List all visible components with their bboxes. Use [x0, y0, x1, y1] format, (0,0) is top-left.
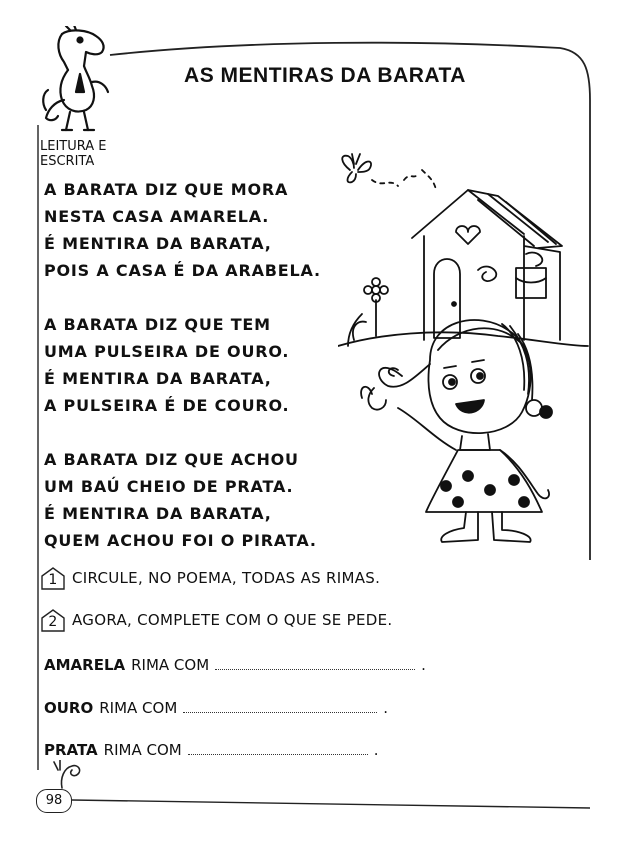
poem-line: É MENTIRA DA BARATA,: [44, 369, 272, 388]
exercise-text: AGORA, COMPLETE COM O QUE SE PEDE.: [72, 611, 393, 629]
answer-blank[interactable]: [215, 657, 415, 670]
butterfly-icon: [342, 154, 436, 190]
rhyme-word: PRATA: [44, 741, 98, 759]
answer-blank[interactable]: [183, 700, 377, 713]
poem-line: A BARATA DIZ QUE MORA: [44, 180, 289, 199]
poem-line: UM BAÚ CHEIO DE PRATA.: [44, 477, 294, 496]
poem-line: A BARATA DIZ QUE ACHOU: [44, 450, 299, 469]
poem-line: POIS A CASA É DA ARABELA.: [44, 261, 321, 280]
rhyme-prompt: RIMA COM: [99, 699, 178, 717]
section-label: [40, 139, 130, 169]
blank-end: .: [421, 656, 426, 674]
poem-line: A PULSEIRA É DE COURO.: [44, 396, 290, 415]
section-label-line-2: ESCRITA: [40, 154, 95, 169]
rhyme-prompt: RIMA COM: [131, 656, 210, 674]
fill-in-row-prata: [44, 741, 379, 759]
poem-line: QUEM ACHOU FOI O PIRATA.: [44, 531, 317, 550]
poem-line: A BARATA DIZ QUE TEM: [44, 315, 271, 334]
snail-icon: [46, 760, 86, 790]
fill-in-row-ouro: [44, 699, 388, 717]
poem-line: UMA PULSEIRA DE OURO.: [44, 342, 290, 361]
fill-in-row-amarela: [44, 656, 426, 674]
poem-stanza-2: [44, 311, 289, 419]
exercise-text: CIRCULE, NO POEMA, TODAS AS RIMAS.: [72, 569, 381, 587]
poem-line: NESTA CASA AMARELA.: [44, 207, 270, 226]
horse-mascot-icon: [40, 26, 120, 136]
page-title: AS MENTIRAS DA BARATA: [184, 64, 466, 87]
number-badge-icon: [40, 608, 66, 632]
exercise-number: 1: [48, 572, 58, 588]
blank-end: .: [373, 741, 379, 759]
answer-blank[interactable]: [188, 742, 368, 755]
poem-stanza-3: [44, 446, 317, 554]
exercise-2: [40, 608, 392, 632]
rhyme-prompt: RIMA COM: [103, 741, 182, 759]
exercise-1: [40, 566, 380, 590]
rhyme-word: AMARELA: [44, 656, 126, 674]
flower-icon: [364, 278, 388, 336]
exercise-number: 2: [48, 614, 58, 630]
illustration: [338, 150, 598, 550]
rhyme-word: OURO: [44, 699, 94, 717]
blank-end: .: [383, 699, 389, 717]
number-badge-icon: [40, 566, 66, 590]
page-number: 98: [36, 789, 72, 813]
poem-line: É MENTIRA DA BARATA,: [44, 504, 272, 523]
poem-stanza-1: [44, 176, 321, 284]
section-label-line-1: LEITURA E: [40, 139, 107, 154]
poem-line: É MENTIRA DA BARATA,: [44, 234, 272, 253]
girl-illustration: [361, 320, 552, 542]
